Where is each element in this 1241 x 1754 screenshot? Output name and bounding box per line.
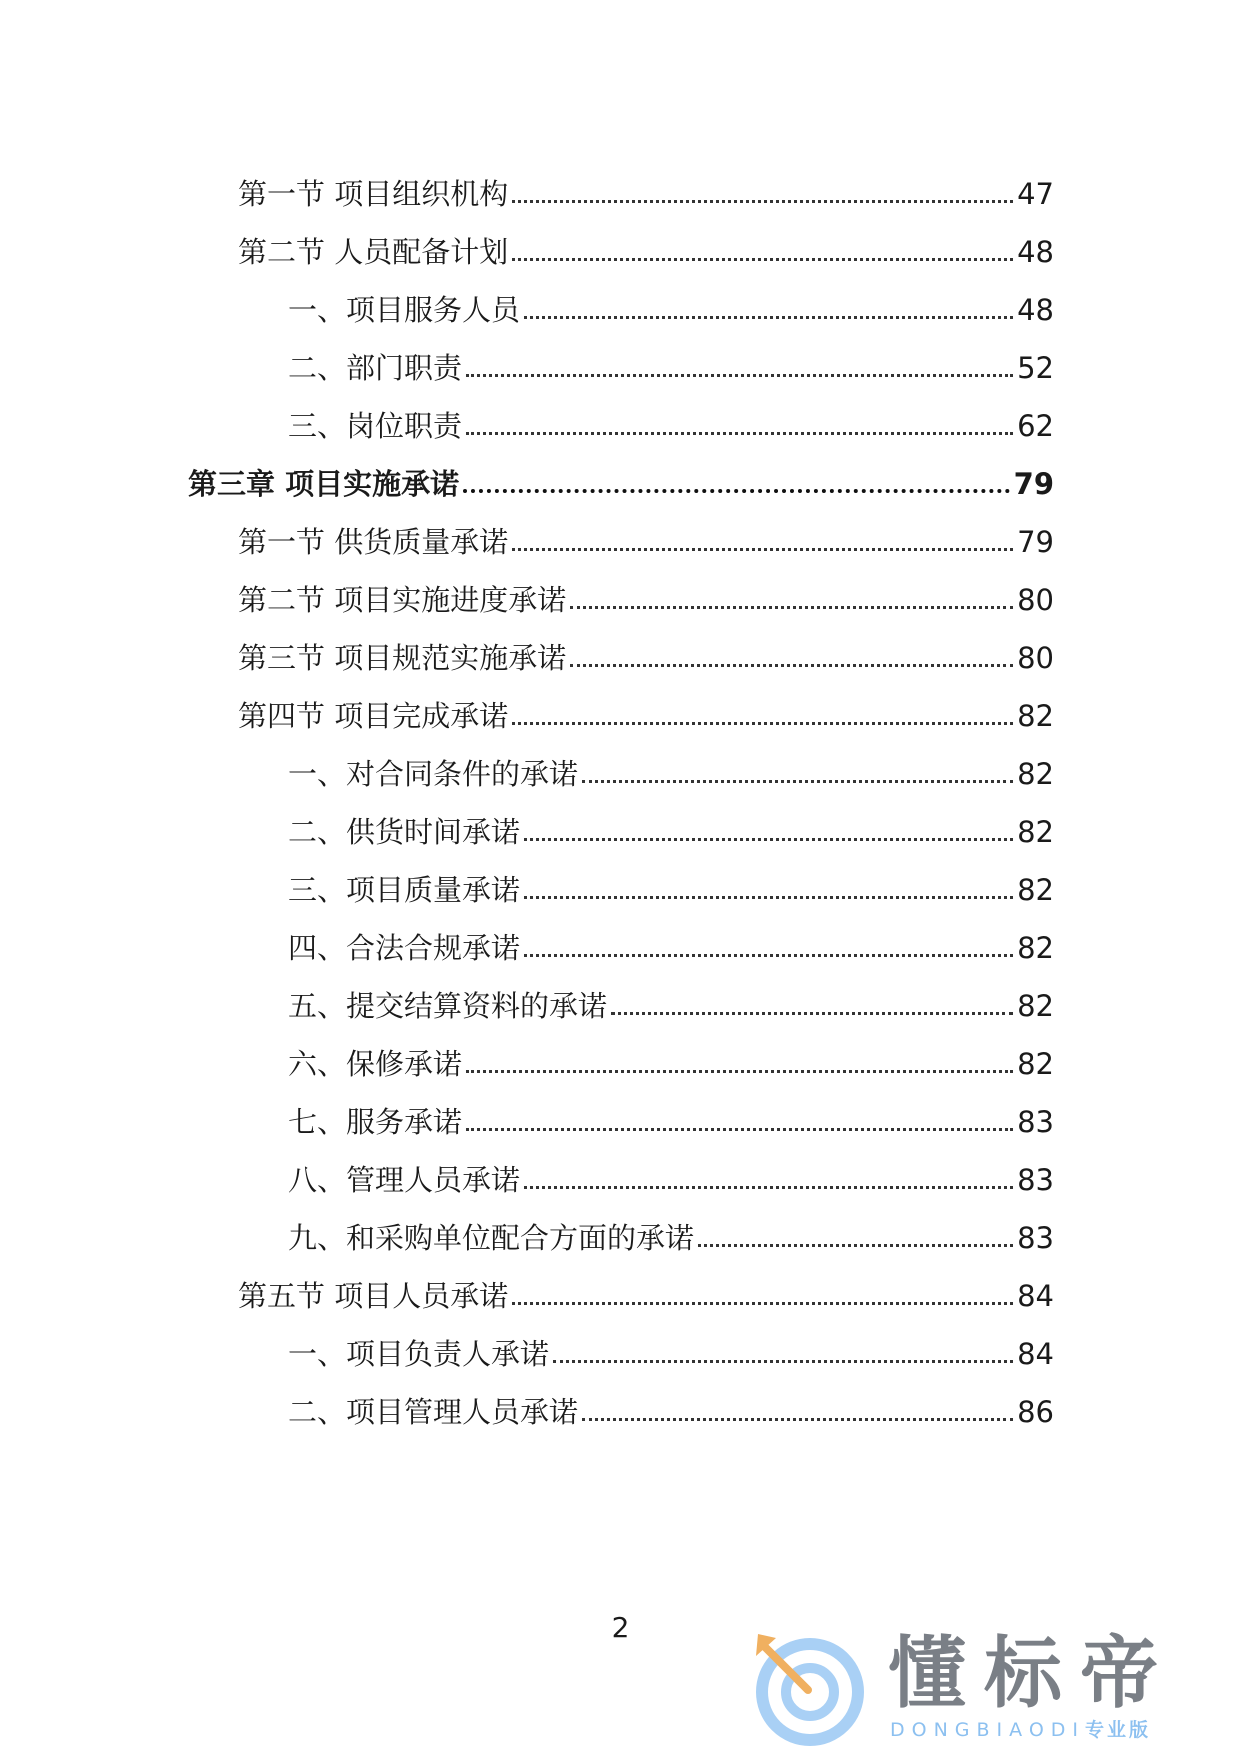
toc-dot-leader: [466, 432, 1013, 435]
toc-dot-leader: [512, 200, 1013, 203]
toc-entry-title: 第二节 项目实施进度承诺: [238, 583, 567, 617]
toc-entry-page: 48: [1017, 293, 1054, 327]
toc-entry[interactable]: [238, 1270, 1054, 1314]
toc-entry[interactable]: [288, 1386, 1054, 1430]
toc-entry-title: 第二节 人员配备计划: [238, 235, 509, 269]
toc-dot-leader: [463, 489, 1010, 493]
toc-dot-leader: [582, 780, 1013, 783]
toc-dot-leader: [611, 1012, 1013, 1015]
target-arrow-icon: [748, 1630, 866, 1748]
toc-chapter-entry[interactable]: [188, 458, 1054, 502]
toc-entry-page: 80: [1017, 583, 1054, 617]
toc-dot-leader: [466, 1070, 1013, 1073]
toc-entry[interactable]: [288, 806, 1054, 850]
toc-entry-title: 第一节 项目组织机构: [238, 177, 509, 211]
toc-dot-leader: [570, 606, 1013, 609]
toc-entry-page: 82: [1017, 757, 1054, 791]
toc-dot-leader: [512, 1302, 1013, 1305]
toc-entry[interactable]: [288, 1212, 1054, 1256]
toc-entry-page: 47: [1017, 177, 1054, 211]
toc-entry-title: 八、管理人员承诺: [288, 1163, 521, 1197]
toc-entry-page: 62: [1017, 409, 1054, 443]
toc-entry-page: 86: [1017, 1395, 1054, 1429]
toc-entry-title: 七、服务承诺: [288, 1105, 463, 1139]
toc-entry[interactable]: [288, 1038, 1054, 1082]
toc-entry[interactable]: [288, 400, 1054, 444]
watermark-sub-text: DONGBIAODI: [890, 1719, 1086, 1741]
toc-entry-page: 79: [1013, 467, 1054, 501]
toc-entry-title: 二、供货时间承诺: [288, 815, 521, 849]
toc-entry[interactable]: [288, 284, 1054, 328]
toc-entry-page: 79: [1017, 525, 1054, 559]
toc-entry-page: 83: [1017, 1221, 1054, 1255]
toc-entry[interactable]: [288, 980, 1054, 1024]
toc-entry[interactable]: [238, 226, 1054, 270]
toc-entry[interactable]: [288, 748, 1054, 792]
toc-entry-title: 第四节 项目完成承诺: [238, 699, 509, 733]
toc-entry[interactable]: [238, 574, 1054, 618]
toc-entry[interactable]: [288, 1328, 1054, 1372]
toc-entry[interactable]: [238, 516, 1054, 560]
toc-dot-leader: [512, 548, 1013, 551]
toc-entry[interactable]: [288, 864, 1054, 908]
toc-entry-title: 第五节 项目人员承诺: [238, 1279, 509, 1313]
toc-dot-leader: [524, 838, 1013, 841]
watermark-subtitle: [890, 1718, 1151, 1742]
toc-entry-title: 二、部门职责: [288, 351, 463, 385]
toc-entry-page: 83: [1017, 1105, 1054, 1139]
toc-entry-page: 82: [1017, 989, 1054, 1023]
toc-entry-page: 82: [1017, 1047, 1054, 1081]
toc-entry[interactable]: [238, 632, 1054, 676]
toc-entry-title: 二、项目管理人员承诺: [288, 1395, 579, 1429]
toc-entry-title: 六、保修承诺: [288, 1047, 463, 1081]
toc-entry-page: 82: [1017, 931, 1054, 965]
toc-entry-title: 四、合法合规承诺: [288, 931, 521, 965]
toc-entry-page: 48: [1017, 235, 1054, 269]
toc-entry[interactable]: [238, 168, 1054, 212]
toc-entry-page: 80: [1017, 641, 1054, 675]
watermark: [740, 1630, 1220, 1748]
toc-dot-leader: [512, 258, 1013, 261]
toc-entry-title: 三、项目质量承诺: [288, 873, 521, 907]
watermark-brand: 懂标帝: [888, 1629, 1177, 1719]
toc-entry[interactable]: [238, 690, 1054, 734]
toc-dot-leader: [698, 1244, 1013, 1247]
toc-entry-title: 一、项目负责人承诺: [288, 1337, 550, 1371]
toc-entry-title: 一、对合同条件的承诺: [288, 757, 579, 791]
toc-entry-title: 五、提交结算资料的承诺: [288, 989, 608, 1023]
toc-entry-title: 第一节 供货质量承诺: [238, 525, 509, 559]
toc-dot-leader: [582, 1418, 1013, 1421]
toc-entry-page: 82: [1017, 699, 1054, 733]
toc-entry[interactable]: [288, 922, 1054, 966]
toc-entry-page: 84: [1017, 1337, 1054, 1371]
toc-dot-leader: [512, 722, 1013, 725]
toc-entry[interactable]: [288, 342, 1054, 386]
toc-entry-title: 第三章 项目实施承诺: [188, 467, 460, 501]
toc-entry-title: 一、项目服务人员: [288, 293, 521, 327]
toc-dot-leader: [524, 896, 1013, 899]
toc-dot-leader: [553, 1360, 1013, 1363]
toc-entry-title: 三、岗位职责: [288, 409, 463, 443]
page-number: 2: [611, 1611, 630, 1644]
toc-dot-leader: [524, 954, 1013, 957]
toc-dot-leader: [524, 1186, 1013, 1189]
toc-dot-leader: [570, 664, 1013, 667]
toc-entry-page: 82: [1017, 815, 1054, 849]
toc-entry-title: 九、和采购单位配合方面的承诺: [288, 1221, 695, 1255]
toc-dot-leader: [524, 316, 1013, 319]
watermark-badge: 专业版: [1085, 1719, 1152, 1741]
toc-entry[interactable]: [288, 1154, 1054, 1198]
toc-entry-title: 第三节 项目规范实施承诺: [238, 641, 567, 675]
toc-dot-leader: [466, 1128, 1013, 1131]
toc-entry-page: 82: [1017, 873, 1054, 907]
toc-entry-page: 84: [1017, 1279, 1054, 1313]
toc-dot-leader: [466, 374, 1013, 377]
toc-entry-page: 83: [1017, 1163, 1054, 1197]
toc-entry-page: 52: [1017, 351, 1054, 385]
toc-entry[interactable]: [288, 1096, 1054, 1140]
